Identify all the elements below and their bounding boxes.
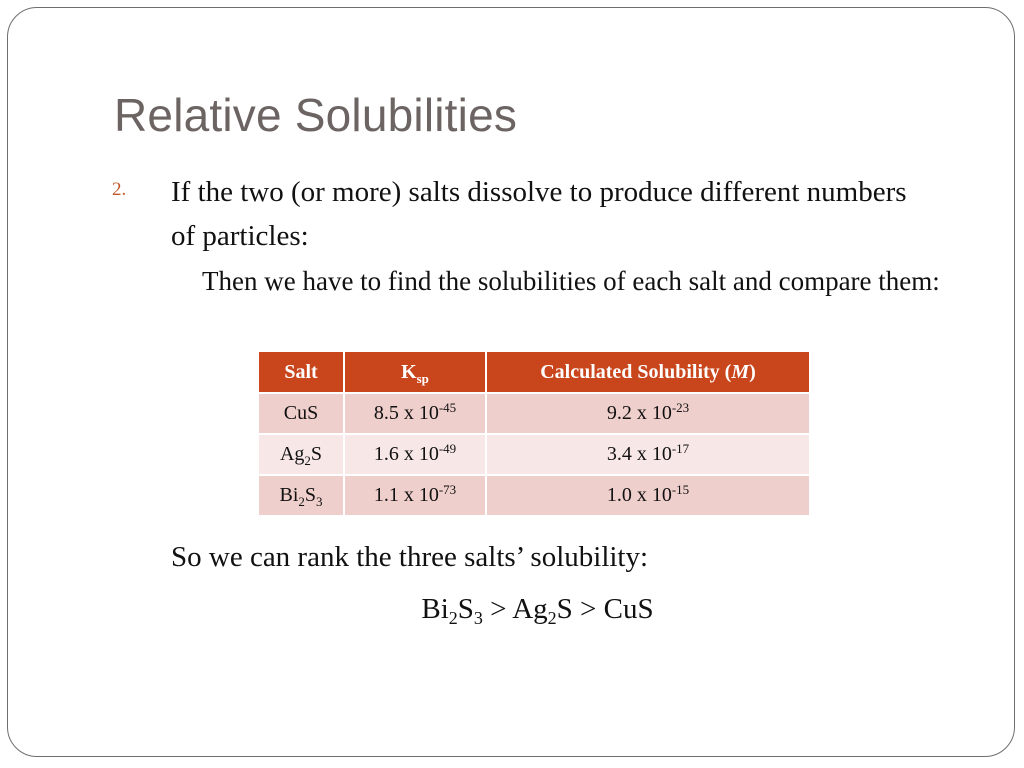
table-header-row <box>258 351 810 393</box>
slide-title: Relative Solubilities <box>114 89 518 141</box>
salt-cell: $Bi_2S_3$ <box>258 475 344 516</box>
solubility-cell: 1.0 x $10^{-15}$ <box>486 475 810 516</box>
table-row <box>258 434 810 475</box>
header-ksp: $K_{sp}$ <box>344 351 486 393</box>
solubility-table <box>257 350 811 517</box>
solubility-cell: 9.2 x $10^{-23}$ <box>486 393 810 434</box>
table-row <box>258 393 810 434</box>
bullet-text: If the two (or more) salts dissolve to produce different numbers of particles: <box>171 176 907 252</box>
ksp-cell: 8.5 x $10^{-45}$ <box>344 393 486 434</box>
ranking-intro: So we can rank the three salts’ solubility: <box>171 541 649 573</box>
table-row <box>258 475 810 516</box>
solubility-cell: 3.4 x $10^{-17}$ <box>486 434 810 475</box>
sub-point-text: Then we have to find the solubilities of each salt and compare them: <box>202 266 940 296</box>
salt-cell: CuS <box>258 393 344 434</box>
ksp-cell: 1.6 x $10^{-49}$ <box>344 434 486 475</box>
ksp-cell: 1.1 x $10^{-73}$ <box>344 475 486 516</box>
bullet-number: 2. <box>112 179 127 200</box>
ranking-expression: $Bi_2S_3 > Ag_2S$ > CuS <box>421 593 654 628</box>
header-solubility: Calculated Solubility (M) <box>486 351 810 393</box>
header-salt: Salt <box>258 351 344 393</box>
salt-cell: $Ag_2S$ <box>258 434 344 475</box>
